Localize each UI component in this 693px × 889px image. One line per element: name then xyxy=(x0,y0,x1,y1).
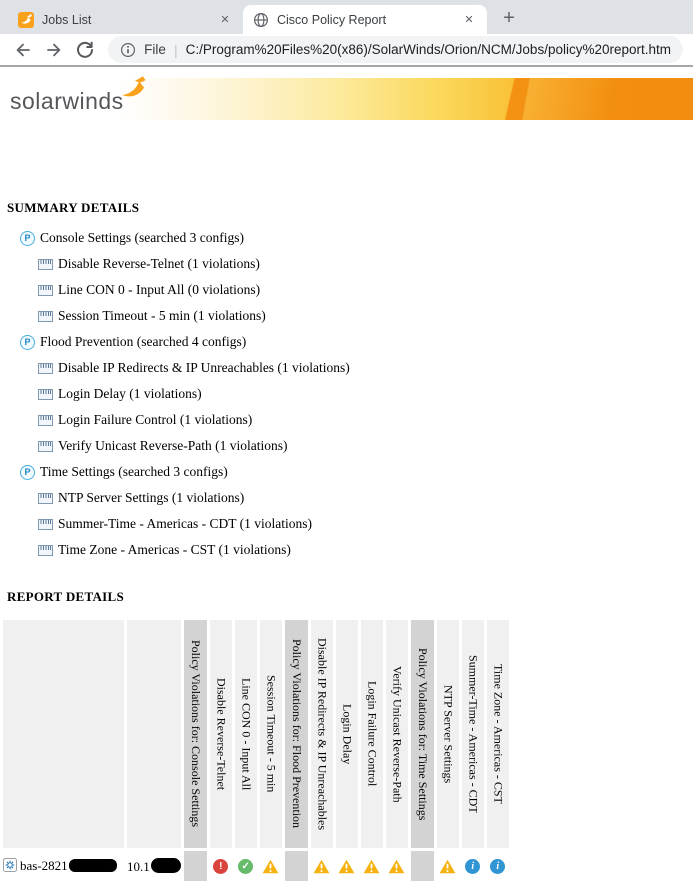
solarwinds-favicon xyxy=(18,12,34,28)
summary-item-label: Disable IP Redirects & IP Unreachables (1 violations) xyxy=(58,360,350,375)
summary-rule-item xyxy=(38,511,693,537)
close-icon[interactable]: ✕ xyxy=(220,14,230,26)
device-ip-cell xyxy=(127,851,181,881)
policy-group-header xyxy=(285,620,308,848)
tab-title: Cisco Policy Report xyxy=(277,12,387,27)
new-tab-button[interactable]: + xyxy=(503,6,515,29)
success-icon: ✓ xyxy=(238,859,253,874)
policy-rule-header xyxy=(487,620,509,848)
summary-policy-item xyxy=(20,459,693,485)
url-text[interactable]: C:/Program%20Files%20(x86)/SolarWinds/Orion/NCM/Jobs/policy%20report.htm xyxy=(185,42,671,57)
vertical-header-label: NTP Server Settings xyxy=(441,684,456,784)
browser-toolbar xyxy=(0,34,693,67)
solarwinds-logo xyxy=(10,85,148,115)
vertical-header-label: Summer-Time - Americas - CDT xyxy=(466,654,481,814)
rule-icon xyxy=(38,519,53,530)
close-icon[interactable]: ✕ xyxy=(464,14,474,26)
back-button[interactable] xyxy=(10,37,35,63)
rule-icon xyxy=(38,415,53,426)
summary-rule-item xyxy=(38,303,693,329)
warning-icon xyxy=(313,859,330,874)
device-name-header xyxy=(3,620,124,848)
summary-item-label: Flood Prevention (searched 4 configs) xyxy=(40,334,247,349)
vertical-header-label: Disable IP Redirects & IP Unreachables xyxy=(315,637,330,831)
device-icon xyxy=(3,858,17,872)
url-scheme-label: File xyxy=(144,42,166,57)
summary-item-label: Line CON 0 - Input All (0 violations) xyxy=(58,282,261,297)
summary-list xyxy=(0,225,693,563)
summary-rule-item xyxy=(38,537,693,563)
browser-tab-active[interactable] xyxy=(243,5,487,34)
rule-icon xyxy=(38,311,53,322)
reload-button[interactable] xyxy=(73,37,98,63)
policy-group-header xyxy=(184,620,207,848)
address-bar[interactable] xyxy=(108,36,683,63)
summary-item-label: NTP Server Settings (1 violations) xyxy=(58,490,245,505)
summary-item-label: Login Failure Control (1 violations) xyxy=(58,412,253,427)
device-name-cell xyxy=(3,851,124,881)
device-ip-header xyxy=(127,620,181,848)
info-icon: i xyxy=(490,859,505,874)
vertical-header-label: Policy Violations for: Flood Prevention xyxy=(289,639,304,829)
tab-strip xyxy=(8,5,487,34)
tab-title: Jobs List xyxy=(42,12,92,27)
summary-item-label: Console Settings (searched 3 configs) xyxy=(40,230,244,245)
vertical-header-label: Time Zone - Americas - CST xyxy=(491,664,506,804)
report-page xyxy=(0,200,693,884)
summary-rule-item xyxy=(38,277,693,303)
policy-rule-header xyxy=(462,620,484,848)
warning-icon xyxy=(363,859,380,874)
rule-icon xyxy=(38,363,53,374)
warning-icon xyxy=(439,859,456,874)
banner-gradient xyxy=(118,78,693,120)
browser-tab[interactable] xyxy=(8,5,243,34)
info-icon: i xyxy=(465,859,480,874)
solarwinds-banner xyxy=(0,78,693,120)
solarwinds-swirl-icon xyxy=(121,76,148,100)
summary-rule-item xyxy=(38,251,693,277)
vertical-header-label: Policy Violations for: Console Settings xyxy=(188,640,203,828)
rule-icon xyxy=(38,389,53,400)
status-cell xyxy=(210,851,232,881)
policy-rule-header xyxy=(311,620,333,848)
policy-group-header xyxy=(411,620,434,848)
reload-icon xyxy=(76,41,94,59)
summary-item-label: Time Settings (searched 3 configs) xyxy=(40,464,228,479)
rule-icon xyxy=(38,545,53,556)
summary-item-label: Session Timeout - 5 min (1 violations) xyxy=(58,308,266,323)
summary-rule-item xyxy=(38,407,693,433)
vertical-header-label: Session Timeout - 5 min xyxy=(264,675,279,793)
solarwinds-logo-text: solarwinds xyxy=(10,88,124,114)
status-cell xyxy=(487,851,509,881)
report-details-heading: REPORT DETAILS xyxy=(7,589,125,604)
summary-policy-item xyxy=(20,225,693,251)
rule-icon xyxy=(38,493,53,504)
rule-icon xyxy=(38,285,53,296)
vertical-header-label: Disable Reverse-Telnet xyxy=(214,677,229,791)
warning-icon xyxy=(338,859,355,874)
browser-tab-bar xyxy=(0,0,693,34)
redaction-block xyxy=(151,858,181,873)
summary-item-label: Verify Unicast Reverse-Path (1 violations) xyxy=(58,438,288,453)
summary-details-heading: SUMMARY DETAILS xyxy=(7,200,140,215)
url-separator: | xyxy=(173,41,178,58)
report-table xyxy=(0,617,512,884)
status-cell xyxy=(361,851,383,881)
policy-rule-header xyxy=(361,620,383,848)
page-info-icon[interactable] xyxy=(120,42,136,58)
policy-rule-header xyxy=(437,620,459,848)
policy-rule-header xyxy=(336,620,358,848)
policy-rule-header xyxy=(260,620,282,848)
summary-item-label: Disable Reverse-Telnet (1 violations) xyxy=(58,256,260,271)
vertical-header-label: Policy Violations for: Time Settings xyxy=(415,647,430,821)
globe-icon xyxy=(253,12,269,28)
forward-icon xyxy=(44,40,64,60)
group-spacer-cell xyxy=(184,851,207,881)
forward-button[interactable] xyxy=(41,37,66,63)
status-cell xyxy=(462,851,484,881)
summary-rule-item xyxy=(38,355,693,381)
policy-icon: P xyxy=(20,231,35,246)
status-cell xyxy=(336,851,358,881)
status-cell xyxy=(437,851,459,881)
policy-icon: P xyxy=(20,465,35,480)
error-icon: ! xyxy=(213,859,228,874)
policy-rule-header xyxy=(235,620,257,848)
device-ip-text: 10.1 xyxy=(127,858,150,874)
group-spacer-cell xyxy=(285,851,308,881)
vertical-header-label: Login Failure Control xyxy=(365,681,380,787)
summary-item-label: Time Zone - Americas - CST (1 violations) xyxy=(58,542,291,557)
vertical-header-label: Verify Unicast Reverse-Path xyxy=(390,665,405,803)
summary-rule-item xyxy=(38,381,693,407)
policy-rule-header xyxy=(386,620,408,848)
redaction-block xyxy=(69,859,117,872)
vertical-header-label: Login Delay xyxy=(340,703,355,765)
warning-icon xyxy=(262,859,279,874)
back-icon xyxy=(13,40,33,60)
rule-icon xyxy=(38,259,53,270)
group-spacer-cell xyxy=(411,851,434,881)
summary-rule-item xyxy=(38,485,693,511)
warning-icon xyxy=(388,859,405,874)
summary-item-label: Summer-Time - Americas - CDT (1 violations) xyxy=(58,516,312,531)
status-cell xyxy=(386,851,408,881)
policy-icon: P xyxy=(20,335,35,350)
device-name-text: bas-2821 xyxy=(20,858,68,873)
status-cell xyxy=(311,851,333,881)
vertical-header-label: Line CON 0 - Input All xyxy=(239,677,254,791)
policy-rule-header xyxy=(210,620,232,848)
summary-item-label: Login Delay (1 violations) xyxy=(58,386,202,401)
status-cell xyxy=(235,851,257,881)
summary-policy-item xyxy=(20,329,693,355)
rule-icon xyxy=(38,441,53,452)
summary-rule-item xyxy=(38,433,693,459)
status-cell xyxy=(260,851,282,881)
